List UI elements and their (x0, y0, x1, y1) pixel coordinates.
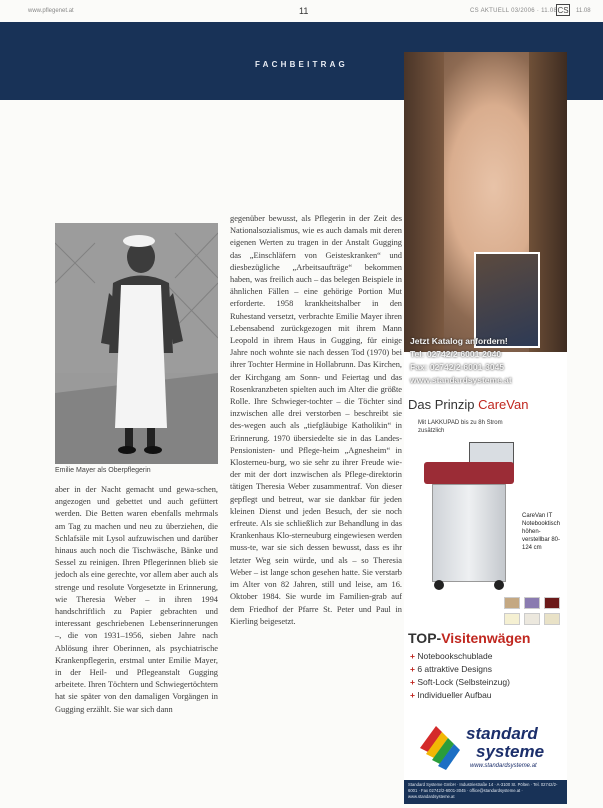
magazine-logo-icon: CS (557, 5, 569, 15)
ad-headline (408, 397, 528, 412)
issue-info: CS AKTUELL 03/2006 · 11.08 (470, 8, 558, 14)
article-column-1 (55, 484, 218, 716)
historic-photo (55, 223, 218, 464)
article-paragraph: gegenüber bewusst, als Pflegerin in der Zeit des Nationalsozialismus, wie es auch damals mit deren eigenen Werten zu tragen in der Anstalt Gugging das „Einschläfern von Geisteskranken“ und diesbezügliche „Arbeitsaufträge“ bekommen haben, was freilich auch – das belegen Beispiele in ähnlichen Fällen – eine gehörige Portion Mut erforderte. 1958 krankheitshalber in den Ruhestand versetzt, verbrachte Emilie Mayer ihren Lebensabend zurückgezogen mit ihrem Mann Leopold in ihrem Haus in Gugging, für einige Jahre noch wohnte sie nach dessen Tod (1970) bei ihrer Tochter Hermine in Hollabrunn. Das Kirchen, der Kirchgang am Sonn- und Feiertag und das Rosenkranzbeten spielten auch im Alter die größte Rolle. Ihre Schwieger-tochter – die Töchter sind inzwischen alle drei verstorben – beschreibt sie des-wegen auch als „tiefgläubige Katholikin“ in Erinnerung. 1970 übersiedelte sie in das Landes-Pensionisten- und Pflege-heim „Agnesheim“ in Klosterneu-burg, wo sie sehr zu ihrer Freude wie-der mit der dort inzwischen als Pflege-direktorin tätigen Theresia Weber zusammentraf. Von dieser gepflegt und betreut, war sie dankbar für jeden kleinen Dienst und jeden Besuch, der sie noch erfreute. Als sie schließlich zur Behandlung in das Krankenhaus Klo-sterneuburg eingewiesen werden muss-te, war sie sich dessen bewusst, dass es ihr letzter Weg sein würde, und als – so Theresia Weber – ist lange schon gesehen hatte. Sie verstarb im Alter von 82 Jahren, still und leise, am 16. Oktober 1984. Sie wurde im Familien-grab auf dem Friedhof der Pfarre St. Peter und Paul in Kierling beigesetzt. (230, 214, 402, 626)
headline-prefix: Das Prinzip (408, 397, 479, 412)
carevan-cart-image (424, 442, 514, 592)
site-url: www.pflegenet.at (28, 8, 74, 14)
color-swatch (524, 613, 540, 625)
header-right-text: 11.08 (576, 8, 591, 14)
company-logo (416, 714, 561, 778)
cart-body (432, 484, 506, 582)
section-label: FACHBEITRAG (255, 60, 348, 69)
ad-side-note: CareVan IT Notebooktisch höhen-verstellbar 80-124 cm (522, 513, 561, 551)
contact-line: Jetzt Katalog anfordern! (410, 336, 508, 346)
photo-caption: Emilie Mayer als Oberpflegerin (55, 467, 151, 474)
color-swatch (544, 613, 560, 625)
standard-systeme-logo-icon (416, 718, 462, 770)
article-paragraph: aber in der Nacht gemacht und gewa-schen, angezogen und gebettet und auch gefüttert werden. Die Betten waren ebenfalls mehrmals am Tag zu machen und neu zu überziehen, die Schlafsäle mit Lysol aufzuwischen und darüber hinaus auch noch die Tischwäsche, Bänke und Sessel zu reinigen. Ihren Pflegerinnen blieb sie jedoch als eine gerechte, vor allem aber auch als strenge und resolute Vorgesetzte in Erinnerung, wie Theresia Weber – in ihren 1994 handschriftlich zu Papier gebrachten und interessant geschriebenen Lebenserinnerungen –, die von 1931–1956, sieben Jahre nach Ablösung ihrer Oberinnen, als psychiatrische Krankenpflegerin, erstmal unter Emilie Mayer, in der Heil- und Pflegeanstalt Gugging arbeitete. Ihren Töchtern und Schwiegertöchtern hat sie später von den damaligen Vorgängen in Gugging erzählt. Sie war sich dann (55, 485, 218, 714)
cart-top (424, 462, 514, 484)
page-header (0, 0, 603, 22)
catalog-cover-image (474, 252, 540, 348)
logo-url[interactable]: www.standardsysteme.at (470, 763, 537, 769)
contact-line: Tel: 02742/2-6001-2040 (410, 349, 502, 359)
title-accent: Visitenwägen (441, 630, 531, 646)
contact-line: Fax: 02742/2-6001-3045 (410, 362, 505, 372)
feature-list (410, 650, 510, 702)
color-swatch (504, 597, 520, 609)
color-swatch (544, 597, 560, 609)
article-column-2 (230, 213, 402, 628)
feature-item: + 6 attraktive Designs (410, 663, 510, 676)
ad-note: Mit LAKKUPAD bis zu 8h Strom zusätzlich (418, 420, 503, 434)
wheel-icon (494, 580, 504, 590)
ad-footer: Standard Systeme GmbH · Industriestraße 14 · A-3100 St. Pölten · Tel. 02742/2-6001 · Fax 02742/2-6001-3045 · office@standardsysteme.at · www.standardsysteme.at (404, 780, 567, 804)
logo-word-1: standard (466, 724, 538, 743)
title-prefix: TOP- (408, 630, 442, 646)
feature-item: + Individueller Aufbau (410, 689, 510, 702)
ad-title (408, 630, 530, 646)
advertisement[interactable] (404, 52, 567, 804)
logo-word-2: systeme (476, 742, 545, 761)
nurse-photo-icon (55, 223, 218, 464)
wheel-icon (434, 580, 444, 590)
color-swatches (504, 597, 566, 625)
hair-left (404, 52, 444, 352)
feature-item: + Soft-Lock (Selbsteinzug) (410, 676, 510, 689)
feature-item: + Notebookschublade (410, 650, 510, 663)
page-number: 11 (299, 6, 309, 16)
color-swatch (524, 597, 540, 609)
contact-url[interactable]: www.standardsysteme.at (410, 375, 512, 385)
headline-brand: CareVan (478, 397, 529, 412)
contact-block (410, 335, 560, 390)
color-swatch (504, 613, 520, 625)
